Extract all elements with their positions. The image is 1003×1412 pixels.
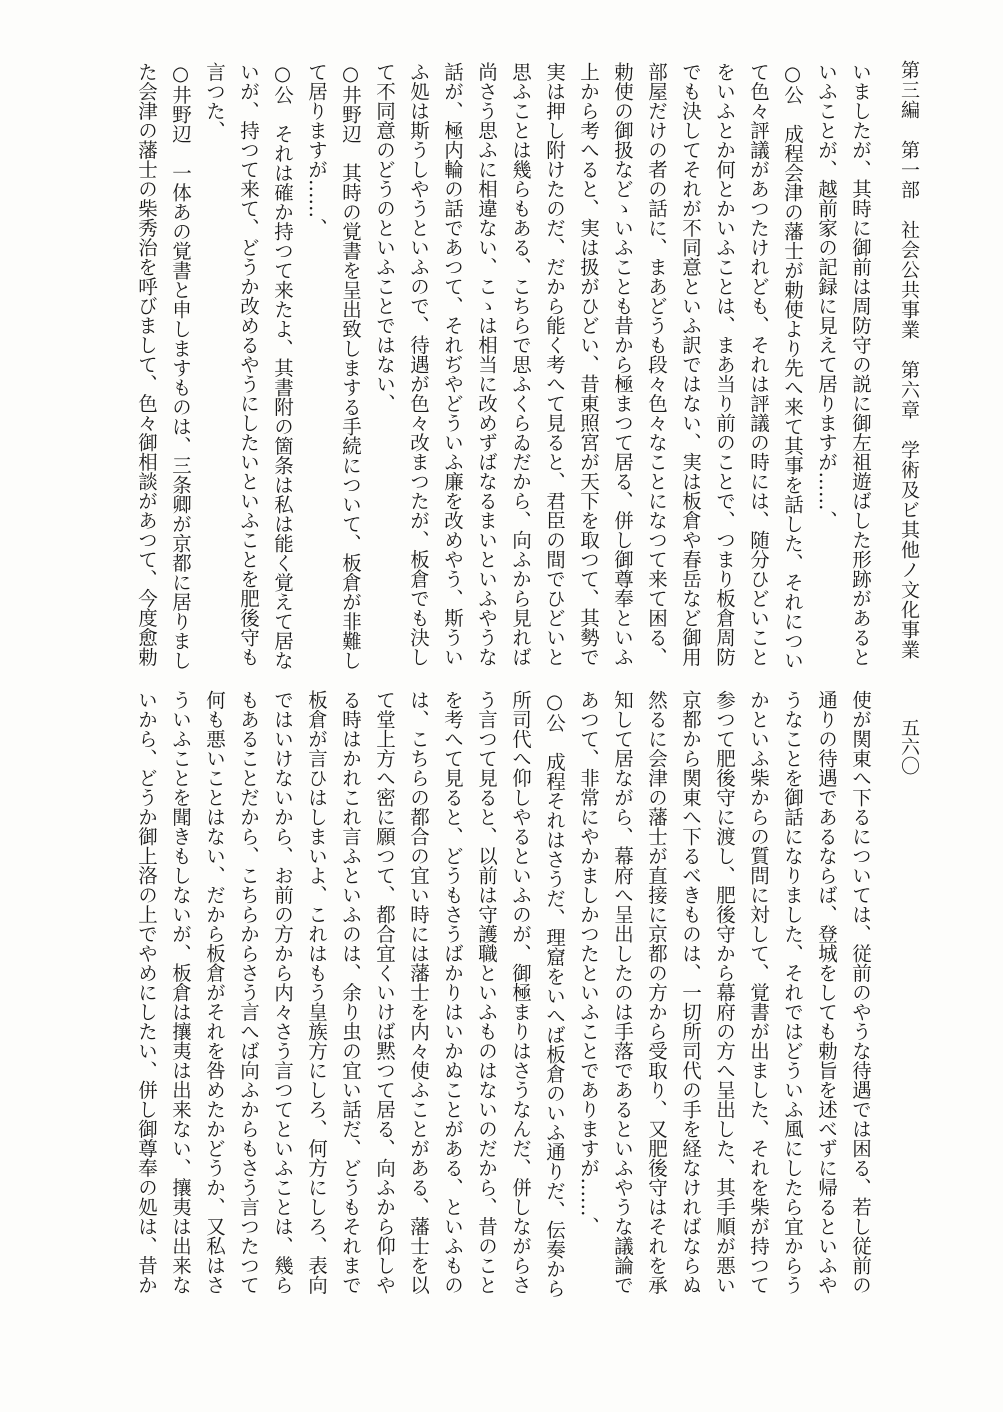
text-block-lower — [57, 690, 877, 1362]
text-line: を考へて見ると、どうもさうばかりはいかぬことがある、といふもの — [441, 690, 464, 1295]
text-line: 板倉が言ひはしまいよ、これはもう皇族方にしろ、何方にしろ、表向 — [305, 690, 328, 1295]
text-block-upper — [57, 62, 877, 674]
text-line: た会津の藩士の柴秀治を呼びまして、色々御相談があつて、今度愈勅 — [135, 62, 158, 667]
text-line: いましたが、其時に御前は周防守の説に御左祖遊ばした形跡があると — [849, 62, 872, 667]
running-header: 第三編 第一部 社会公共事業 第六章 学術及ビ其他ノ文化事業 — [898, 60, 920, 660]
text-line: て不同意のどうのといふことではない、 — [373, 62, 396, 413]
text-line: でも決してそれが不同意といふ訳ではない、実は板倉や春岳など御用 — [679, 62, 702, 667]
text-line: ふ処は斯うしやうといふので、待遇が色々改まつたが、板倉でも決し — [407, 62, 430, 667]
text-line: る時はかれこれ言ふといふのは、余り虫の宜い話だ、どうもそれまで — [339, 690, 362, 1295]
text-line: かといふ柴からの質問に対して、覚書が出ました、それを柴が持つて — [747, 690, 770, 1295]
text-line: 何も悪いことはない、だから板倉がそれを咎めたかどうか、又私はさ — [203, 690, 226, 1295]
text-line: もあることだから、こちらからさう言へば向ふからもさう言つたつて — [237, 690, 260, 1295]
text-line: ういふことを聞きもしないが、板倉は攘夷は出来ない、攘夷は出来な — [169, 690, 192, 1295]
text-line: ではいけないから、お前の方から内々さう言つてといふことは、幾ら — [271, 690, 294, 1295]
text-line: ○公 それは確か持つて来たよ、其書附の箇条は私は能く覚えて居な — [271, 62, 294, 670]
text-line: 所司代へ仰しやるといふのが、御極まりはさうなんだ、併しながらさ — [509, 690, 532, 1295]
text-line: 言つた、 — [203, 62, 226, 140]
text-line: あつて、非常にやかましかつたといふことでありますが……、 — [577, 690, 600, 1236]
text-line: 通りの待遇であるならば、登城をしても勅旨を述べずに帰るといふや — [815, 690, 838, 1295]
text-line: 尚さう思ふに相違ない、こゝは相当に改めずばなるまいといふやうな — [475, 62, 498, 667]
text-line: いから、どうか御上洛の上でやめにしたい、併し御尊奉の処は、昔か — [135, 690, 158, 1295]
text-line: ○公 成程それはさうだ、理窟をいへば板倉のいふ通りだ、伝奏から — [543, 690, 566, 1298]
text-line: 知して居ながら、幕府へ呈出したのは手落であるといふやうな議論で — [611, 690, 634, 1295]
text-line: 上から考へると、実は扱がひどい、昔東照宮が天下を取つて、其勢で — [577, 62, 600, 667]
text-line: て堂上方へ密に願つて、都合宜くいけば黙つて居る、向ふから仰しや — [373, 690, 396, 1295]
text-line: ○井野辺 其時の覚書を呈出致しまする手続について、板倉が非難し — [339, 62, 362, 670]
text-line: う言つて見ると、以前は守護職といふものはないのだから、昔のこと — [475, 690, 498, 1295]
text-line: 参つて肥後守に渡し、肥後守から幕府の方へ呈出した、其手順が悪い — [713, 690, 736, 1295]
text-line: うなことを御話になりました、それではどういふ風にしたら宜からう — [781, 690, 804, 1295]
text-line: 部屋だけの者の話に、まあどうも段々色々なことになつて来て困る、 — [645, 62, 668, 667]
text-line: ○井野辺 一体あの覚書と申しますものは、三条卿が京都に居りまし — [169, 62, 192, 670]
text-line: をいふとか何とかいふことは、まあ当り前のことで、つまり板倉周防 — [713, 62, 736, 667]
text-line: 勅使の御扱などゝいふことも昔から極まつて居る、併し御尊奉といふ — [611, 62, 634, 667]
text-line: は、こちらの都合の宜い時には藩士を内々使ふことがある、藩士を以 — [407, 690, 430, 1295]
text-line: ○公 成程会津の藩士が勅使より先へ来て其事を話した、それについ — [781, 62, 804, 670]
text-line: て色々評議があつたけれども、それは評議の時には、随分ひどいこと — [747, 62, 770, 667]
text-line: いが、持つて来て、どうか改めるやうにしたいといふことを肥後守も — [237, 62, 260, 667]
text-line: て居りますが……、 — [305, 62, 328, 238]
text-line: 思ふことは幾らもある、こちらで思ふくらゐだから、向ふから見れば — [509, 62, 532, 667]
text-line: 京都から関東へ下るべきものは、一切所司代の手を経なければならぬ — [679, 690, 702, 1295]
text-line: 使が関東へ下るについては、従前のやうな待遇では困る、若し従前の — [849, 690, 872, 1295]
text-line: 実は押し附けたのだ、だから能く考へて見ると、君臣の間でひどいと — [543, 62, 566, 667]
text-line: いふことが、越前家の記録に見えて居りますが……、 — [815, 62, 838, 530]
page-number: 五六〇 — [898, 718, 920, 775]
text-line: 然るに会津の藩士が直接に京都の方から受取り、又肥後守はそれを承 — [645, 690, 668, 1295]
text-line: 話が、極内輪の話であつて、それぢやどういふ廉を改めやう、斯うい — [441, 62, 464, 667]
